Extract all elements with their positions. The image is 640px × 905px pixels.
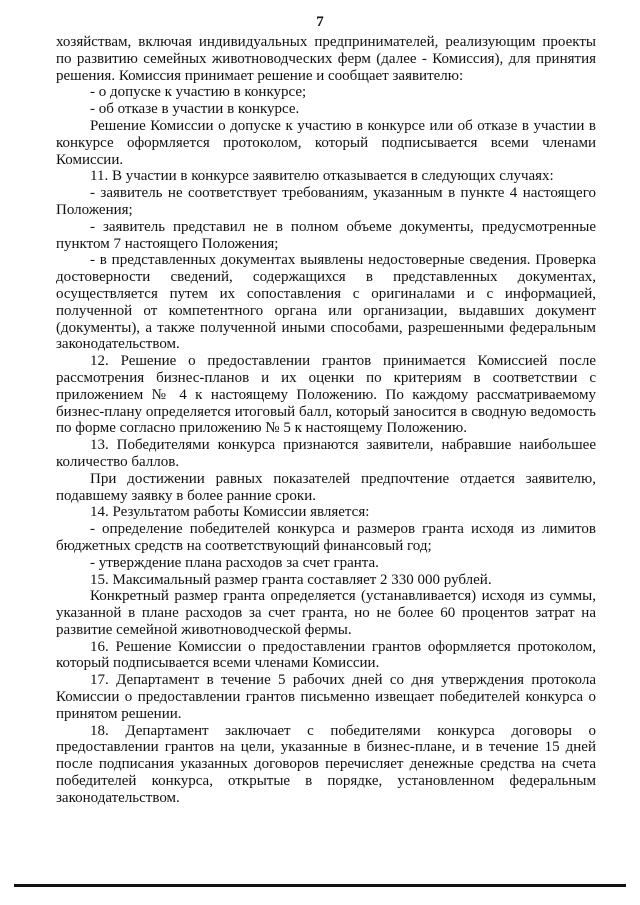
paragraph-15: 15. Максимальный размер гранта составляет 2 330 000 рублей. [90,571,492,588]
paragraph-18: 18. Департамент заключает с победителями конкурса договоры о предоставлении грантов на цели, указанные в бизнес-плане, и в течение 15 дней после подписания указанных договоров перечисляет денежные средства на счета победителей конкурса, открытые в порядке, установленном федеральным законодательством. [56,722,596,806]
paragraph-11-case-false-info: - в представленных документах выявлены недостоверные сведения. Проверка достоверности сведений, содержащихся в представленных документах, осуществляется путем их сопоставления с оригиналами и с информацией, полученной от компетентного органа или организации, выдавших документ (документы), а также полученной иными способами, разрешенными федеральным законодательством. [56,252,596,353]
paragraph-16: 16. Решение Комиссии о предоставлении грантов оформляется протоколом, который подписывается всеми членами Комиссии. [56,638,596,672]
paragraph-11-case-requirements: - заявитель не соответствует требованиям, указанным в пункте 4 настоящего Положения; [56,185,596,218]
paragraph-11: 11. В участии в конкурсе заявителю отказывается в следующих случаях: [90,168,554,185]
paragraph-13: 13. Победителями конкурса признаются заявители, набравшие наибольшее количество баллов. [56,437,596,470]
document-body [56,34,596,807]
paragraph-commission-intro: хозяйствам, включая индивидуальных предпринимателей, реализующим проекты по развитию семейных животноводческих ферм (далее - Комиссия), для принятия решения. Комиссия принимает решение и сообщает заявителю: [56,34,596,84]
bottom-divider [14,884,626,887]
page-number: 7 [316,14,324,30]
paragraph-14-plan: - утверждение плана расходов за счет гранта. [90,554,379,571]
paragraph-14: 14. Результатом работы Комиссии является: [90,504,370,521]
paragraph-12: 12. Решение о предоставлении грантов принимается Комиссией после рассмотрения бизнес-планов и их оценки по критериям в соответствии с приложением № 4 к настоящему Положению. По каждому рассматриваемому бизнес-плану определяется итоговый балл, который заносится в сводную ведомость по форме согласно приложению № 5 к настоящему Положению. [56,353,596,437]
paragraph-15-amount: Конкретный размер гранта определяется (устанавливается) исходя из суммы, указанной в плане расходов за счет гранта, но не более 60 процентов затрат на развитие семейной животноводческой фермы. [56,588,596,638]
paragraph-protocol: Решение Комиссии о допуске к участию в конкурсе или об отказе в участии в конкурсе оформляется протоколом, который подписывается всеми членами Комиссии. [56,117,596,168]
paragraph-11-case-documents: - заявитель представил не в полном объеме документы, предусмотренные пунктом 7 настоящего Положения; [56,218,596,252]
paragraph-17: 17. Департамент в течение 5 рабочих дней со дня утверждения протокола Комиссии о предоставлении грантов письменно извещает победителей конкурса о принятом решении. [56,672,596,722]
list-item-admission: - о допуске к участию в конкурсе; [90,84,307,101]
paragraph-13-tie: При достижении равных показателей предпочтение отдается заявителю, подавшему заявку в более ранние сроки. [56,470,596,504]
list-item-refusal: - об отказе в участии в конкурсе. [90,101,300,118]
paragraph-14-winners: - определение победителей конкурса и размеров гранта исходя из лимитов бюджетных средств на соответствующий финансовый год; [56,521,596,554]
